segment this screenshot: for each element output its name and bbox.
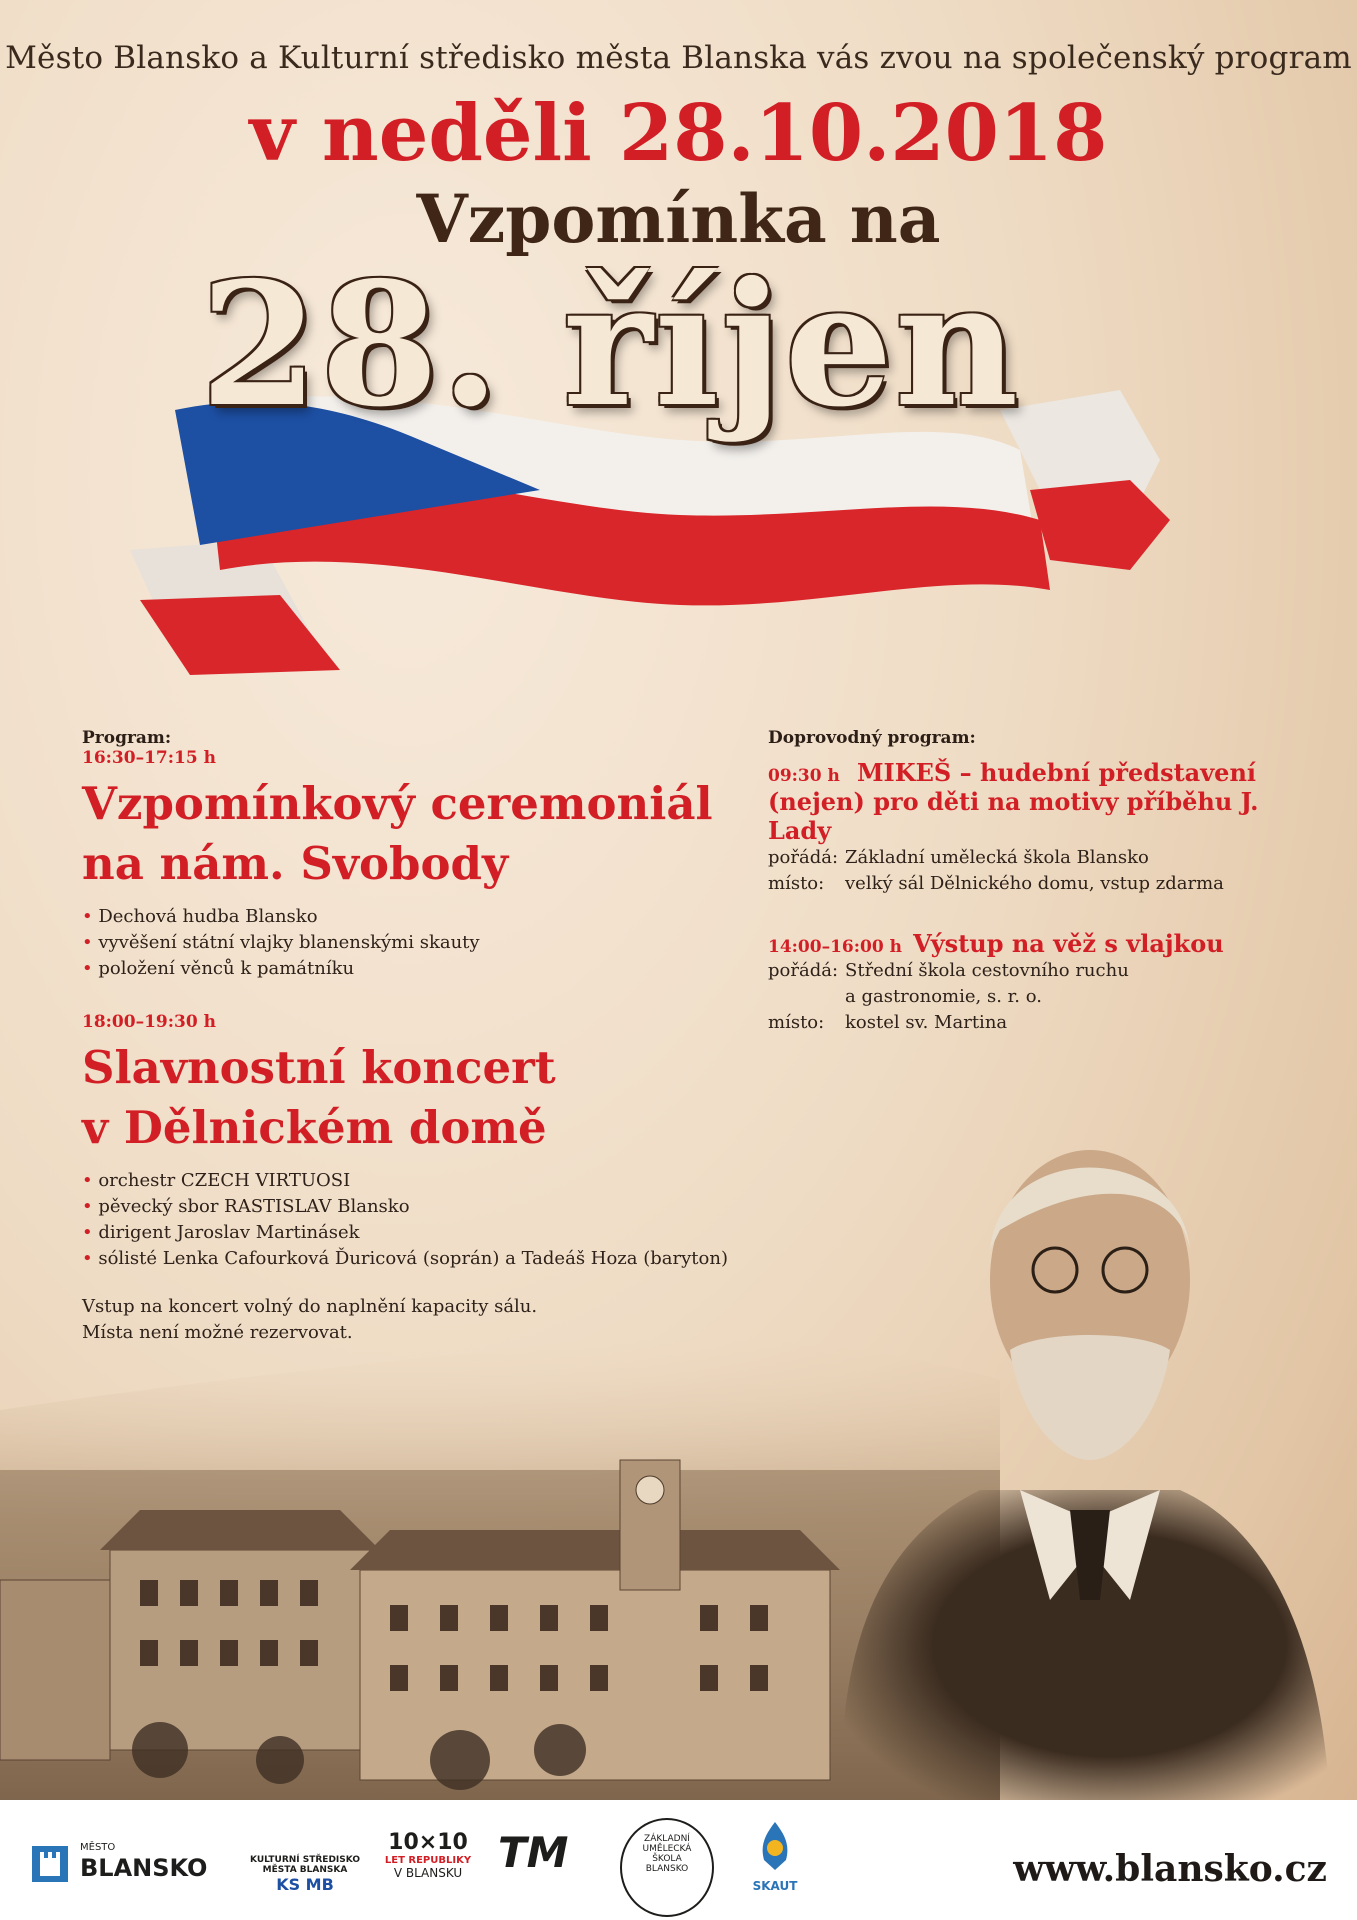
- note-line: Místa není možné rezervovat.: [82, 1322, 353, 1343]
- skaut-lily-icon: [750, 1820, 800, 1875]
- organizer-row: [768, 958, 1328, 984]
- logo-small-text: MĚSTO: [80, 1842, 116, 1853]
- beard: [1010, 1335, 1170, 1460]
- side-event-title: Výstup na věž s vlajkou: [913, 929, 1224, 958]
- place-key: místo:: [768, 1012, 825, 1033]
- organizer-value: a gastronomie, s. r. o.: [845, 986, 1042, 1007]
- logo-line: ŠKOLA: [652, 1854, 682, 1864]
- event-time: 18:00–19:30 h: [82, 1012, 216, 1032]
- event-title-line: na nám. Svobody: [82, 837, 509, 890]
- side-event: [768, 758, 1328, 897]
- organizer-key: pořádá:: [768, 960, 839, 981]
- list-item: • vyvěšení státní vlajky blanenskými skauty: [82, 930, 762, 956]
- footer-logos: [0, 1800, 1357, 1920]
- organizer-value: Základní umělecká škola Blansko: [845, 847, 1149, 868]
- side-program-section: [768, 728, 1328, 1036]
- logo-10x10: [378, 1830, 478, 1880]
- side-event-time: 09:30 h: [768, 766, 840, 786]
- logo-line: V BLANSKU: [393, 1866, 463, 1880]
- castle-icon: [30, 1844, 70, 1884]
- event-title: [82, 1038, 762, 1158]
- clock-face: [636, 1476, 664, 1504]
- invitation-line: Město Blansko a Kulturní středisko města Blanska vás zvou na společenský program: [5, 40, 1352, 76]
- logo-big-text: BLANSKO: [80, 1854, 208, 1882]
- organizer-row: [768, 984, 1328, 1010]
- list-item: • položení věnců k památníku: [82, 956, 762, 982]
- logo-line: ZÁKLADNÍ: [644, 1834, 690, 1844]
- logo-small-text: KULTURNÍ STŘEDISKO MĚSTA BLANSKA: [250, 1855, 360, 1875]
- roof: [100, 1510, 380, 1550]
- subtitle: Vzpomínka na: [416, 180, 941, 258]
- place-value: kostel sv. Martina: [845, 1012, 1008, 1033]
- event-title-line: Vzpomínkový ceremoniál: [82, 777, 713, 830]
- event-title-line: Slavnostní koncert: [82, 1041, 556, 1094]
- event-items: [82, 904, 762, 982]
- logo-mesto-blansko: [30, 1840, 230, 1890]
- place-key: místo:: [768, 873, 825, 894]
- roof: [350, 1530, 840, 1570]
- side-event-time: 14:00–16:00 h: [768, 937, 902, 957]
- place-row: [768, 871, 1328, 897]
- ribbon-left-tail-red: [140, 595, 340, 675]
- program-section: [82, 728, 762, 1346]
- logo-zus: [620, 1818, 714, 1917]
- logo-big-text: TM: [498, 1828, 569, 1877]
- organizer-key: pořádá:: [768, 847, 839, 868]
- logo-line: BLANSKO: [645, 1864, 689, 1874]
- place-row: [768, 1010, 1328, 1036]
- organizer-row: [768, 845, 1328, 871]
- website-link[interactable]: www.blansko.cz: [1013, 1848, 1327, 1890]
- ribbon-right-tail-red: [1030, 480, 1170, 570]
- event-title-line: v Dělnickém domě: [82, 1101, 547, 1154]
- logo-tm: [498, 1828, 588, 1898]
- organizer-value: Střední škola cestovního ruchu: [845, 960, 1129, 981]
- note-line: Vstup na koncert volný do naplnění kapacity sálu.: [82, 1296, 538, 1317]
- logo-line: 10×10: [388, 1830, 468, 1855]
- place-value: velký sál Dělnického domu, vstup zdarma: [845, 873, 1224, 894]
- side-program-label: Doprovodný program:: [768, 728, 976, 748]
- list-item: • dirigent Jaroslav Martinásek: [82, 1220, 762, 1246]
- logo-skaut: [740, 1820, 810, 1910]
- logo-line: LET REPUBLIKY: [384, 1855, 472, 1866]
- event-date: v neděli 28.10.2018: [249, 88, 1108, 179]
- building: [0, 1580, 110, 1760]
- side-event-title: MIKEŠ – hudební představení: [856, 758, 1257, 787]
- list-item: • pěvecký sbor RASTISLAV Blansko: [82, 1194, 762, 1220]
- logo-line: UMĚLECKÁ: [642, 1844, 692, 1854]
- list-item: • orchestr CZECH VIRTUOSI: [82, 1168, 762, 1194]
- logo-big-text: KS MB: [276, 1875, 334, 1894]
- event-title: [82, 774, 762, 894]
- main-title: 28. říjen: [200, 245, 1021, 445]
- logo-ks-mb: [250, 1825, 360, 1905]
- list-item: • sólisté Lenka Cafourková Ďuricová (soprán) a Tadeáš Hoza (baryton): [82, 1246, 762, 1272]
- event-items: [82, 1168, 762, 1272]
- side-event: [768, 929, 1328, 1036]
- program-label: Program:: [82, 728, 172, 748]
- event-time: 16:30–17:15 h: [82, 748, 216, 768]
- logo-big-text: SKAUT: [752, 1879, 798, 1893]
- side-event-title: (nejen) pro děti na motivy příběhu J. Lady: [768, 787, 1259, 845]
- portrait-photo: [800, 1080, 1357, 1800]
- list-item: • Dechová hudba Blansko: [82, 904, 762, 930]
